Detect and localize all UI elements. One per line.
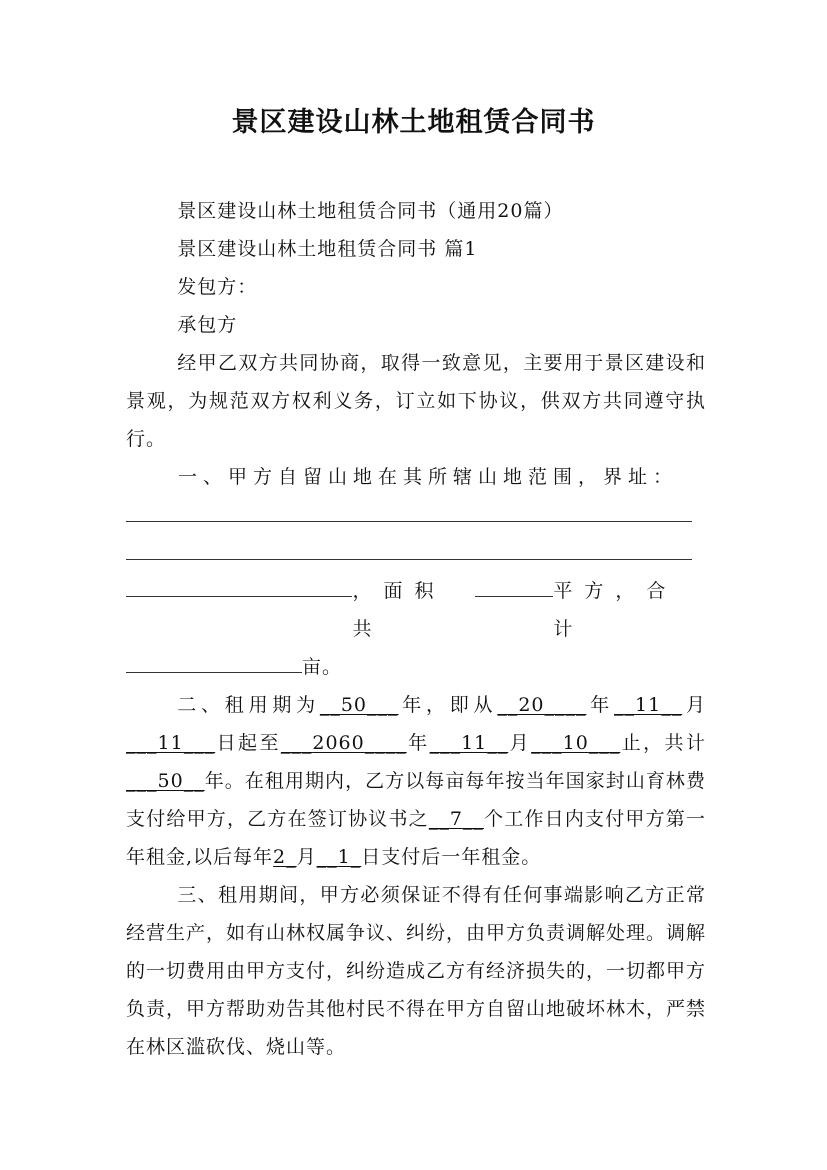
end-day: ___10___ [531, 732, 621, 754]
pay-month: 2_ [273, 846, 297, 868]
clause-2-text: 个工作日内支付甲方第一年租金,以后每年 [126, 808, 706, 868]
start-month: __11__ [614, 694, 683, 716]
start-month-value: 11 [635, 694, 662, 716]
party-a-label: 发包方： [177, 276, 258, 298]
area-blank [475, 574, 554, 597]
end-year-value: 2060 [312, 732, 365, 754]
clause-1-mu-line [126, 648, 706, 686]
party-b-label: 承包方 [177, 314, 238, 336]
total-years: ___50__ [126, 770, 205, 792]
clause-2-text: 年，即从 [398, 694, 498, 716]
clause-2-text: 日支付后一年租金。 [361, 846, 542, 868]
part-heading: 景区建设山林土地租赁合同书 篇1 [177, 238, 478, 260]
start-day: ___11___ [126, 732, 216, 754]
total-years-value: 50 [157, 770, 184, 792]
clause-2-text: 日起至 [215, 732, 281, 754]
boundary-blank-line-3 [126, 574, 352, 597]
start-year: __20____ [497, 694, 587, 716]
clause-2-text: 二、租用期为 [177, 694, 320, 716]
clause-2-text: 年 [406, 732, 430, 754]
clause-2-text: 年 [586, 694, 615, 716]
clause-1-lead-text: 一、甲方自留山地在其所辖山地范围，界址： [178, 466, 679, 488]
boundary-blank-line-2 [126, 534, 706, 572]
lease-years: __50___ [319, 694, 399, 716]
end-month: ___11__ [429, 732, 509, 754]
clause-2-text: 月 [682, 694, 706, 716]
pay-day: __1_ [316, 846, 362, 868]
start-year-value: 20 [518, 694, 545, 716]
work-days: __7__ [428, 808, 484, 830]
clause-2-text: 月 [508, 732, 532, 754]
boundary-blank-line-1 [126, 496, 706, 534]
start-day-value: 11 [157, 732, 184, 754]
clause-2-text: 年。在租用期内，乙方以每亩每年按当年国家封山育林费支付给甲方，乙方在签订协议书之 [126, 770, 706, 830]
lease-years-value: 50 [340, 694, 368, 716]
clause-1-area-line [126, 572, 706, 648]
clause-2-paragraph [126, 686, 706, 876]
work-days-value: 7 [449, 808, 463, 830]
pay-month-value: 2 [273, 846, 287, 868]
document-subtitle: 景区建设山林土地租赁合同书（通用20篇） [177, 200, 564, 222]
end-year: ___2060____ [280, 732, 407, 754]
area-prefix: ，面积共 [352, 580, 446, 640]
clause-2-text: 止，共计 [620, 732, 706, 754]
clause-2-text: 月 [296, 846, 317, 868]
area-unit: 平方，合计 [553, 580, 678, 640]
clause-3-paragraph: 三、租用期间，甲方必须保证不得有任何事端影响乙方正常经营生产，如有山林权属争议、纠纷，由甲方负责调解处理。调解的一切费用由甲方支付，纠纷造成乙方有经济损失的，一切都甲方负责，甲方帮助劝告其他村民不得在甲方自留山地破坏林木，严禁在林区滥砍伐、烧山等。 [126, 884, 707, 1058]
intro-paragraph: 经甲乙双方共同协商，取得一致意见，主要用于景区建设和景观，为规范双方权利义务，订立如下协议，供双方共同遵守执行。 [126, 352, 706, 450]
pay-day-value: 1 [337, 846, 351, 868]
document-title: 景区建设山林土地租赁合同书 [231, 107, 596, 138]
mu-blank [126, 650, 302, 673]
end-day-value: 10 [562, 732, 589, 754]
mu-unit: 亩。 [302, 656, 343, 678]
document-body [126, 192, 706, 1066]
end-month-value: 11 [461, 732, 488, 754]
clause-1-lead [126, 458, 706, 496]
